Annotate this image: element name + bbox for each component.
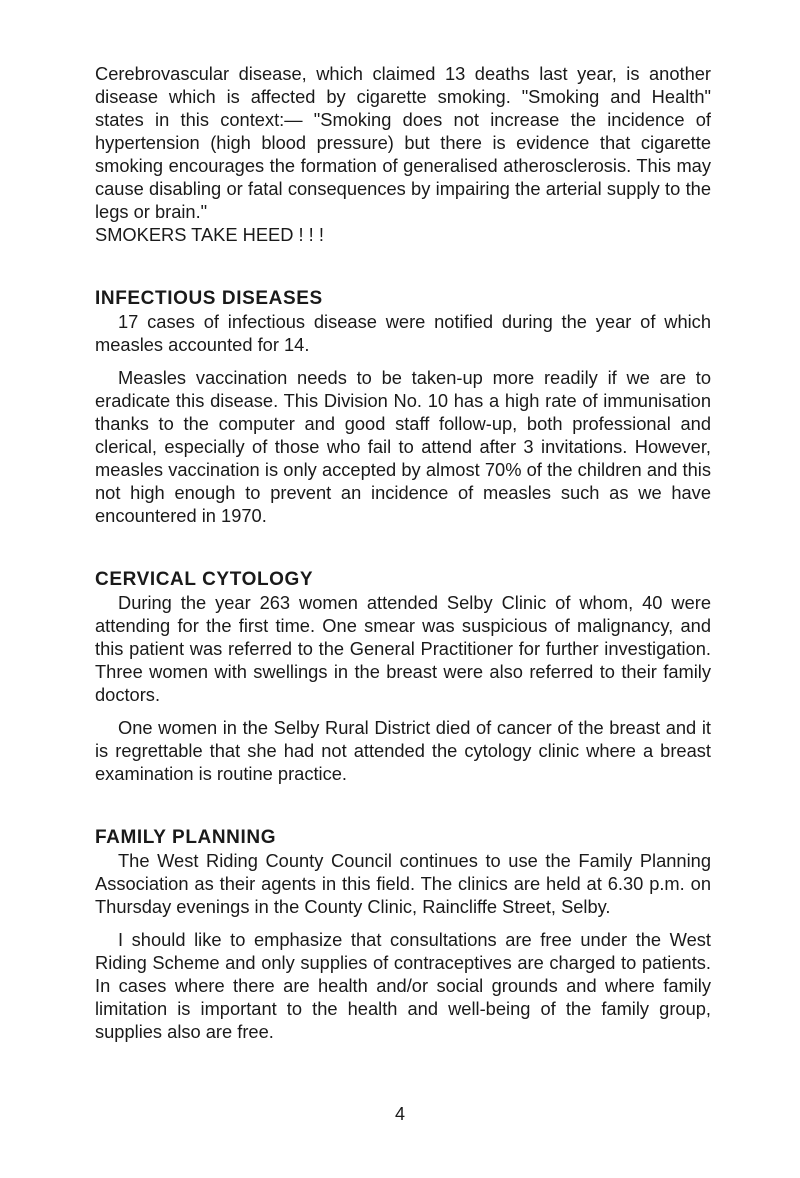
smokers-warning: SMOKERS TAKE HEED ! ! ! xyxy=(95,224,324,245)
section-paragraph: During the year 263 women attended Selby Clinic of whom, 40 were attending for the first time. One smear was suspicious of malignancy, and this patient was referred to the General Practitioner for further investigation. Three women with swellings in the breast were also referred to their family doctors. xyxy=(95,592,711,705)
intro-paragraph: Cerebrovascular disease, which claimed 13 deaths last year, is another disease which is affected by cigarette smoking. "Smoking and Health" states in this context:— "Smoking does not increase the incidence of hypertension (high blood pressure) but there is evidence that cigarette smoking encourages the formation of generalised atherosclerosis. This may cause disabling or fatal consequences by impairing the arterial supply to the legs or brain." xyxy=(95,63,711,222)
section-heading-cervical-cytology: CERVICAL CYTOLOGY xyxy=(95,569,314,590)
document-page xyxy=(95,62,711,1043)
section-paragraph: One women in the Selby Rural District died of cancer of the breast and it is regrettable that she had not attended the cytology clinic where a breast examination is routine practice. xyxy=(95,717,711,784)
section-paragraph: The West Riding County Council continues to use the Family Planning Association as their agents in this field. The clinics are held at 6.30 p.m. on Thursday evenings in the County Clinic, Raincliffe Street, Selby. xyxy=(95,850,711,917)
section-heading-family-planning: FAMILY PLANNING xyxy=(95,827,277,848)
section-paragraph: I should like to emphasize that consultations are free under the West Riding Scheme and only supplies of contraceptives are charged to patients. In cases where there are health and/or social grounds and where family limitation is important to the health and well-being of the family group, supplies also are free. xyxy=(95,929,711,1042)
section-paragraph: Measles vaccination needs to be taken-up more readily if we are to eradicate this disease. This Division No. 10 has a high rate of immunisation thanks to the computer and good staff follow-up, both professional and clerical, especially of those who fail to attend after 3 invitations. However, measles vaccination is only accepted by almost 70% of the children and this not high enough to prevent an incidence of measles such as we have encountered in 1970. xyxy=(95,367,711,526)
section-heading-infectious-diseases: INFECTIOUS DISEASES xyxy=(95,288,323,309)
page-number: 4 xyxy=(394,1104,405,1124)
section-paragraph: 17 cases of infectious disease were notified during the year of which measles accounted for 14. xyxy=(95,311,711,355)
